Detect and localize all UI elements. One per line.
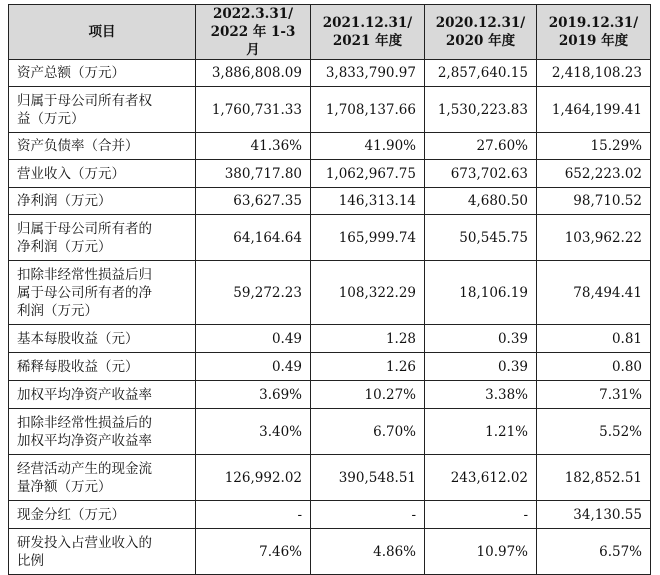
table-row bbox=[9, 215, 651, 261]
row-value: 78,494.41 bbox=[537, 261, 651, 325]
row-value: - bbox=[196, 501, 311, 529]
table-row bbox=[9, 325, 651, 353]
table-row bbox=[9, 381, 651, 409]
table-row bbox=[9, 160, 651, 188]
row-value: 0.49 bbox=[196, 325, 311, 353]
row-label: 净利润（万元） bbox=[9, 188, 196, 215]
row-value: 34,130.55 bbox=[537, 501, 651, 529]
row-label: 营业收入（万元） bbox=[9, 160, 196, 188]
table-header-row bbox=[9, 5, 651, 60]
financial-indicators-table bbox=[8, 4, 651, 575]
header-2020: 2020.12.31/ 2020 年度 bbox=[425, 5, 537, 60]
row-label: 研发投入占营业收入的 比例 bbox=[9, 529, 196, 575]
row-value: 3.69% bbox=[196, 381, 311, 409]
row-value: 2,418,108.23 bbox=[537, 60, 651, 87]
row-label: 稀释每股收益（元） bbox=[9, 353, 196, 381]
table-row bbox=[9, 353, 651, 381]
row-value: 1.26 bbox=[311, 353, 425, 381]
row-value: 0.39 bbox=[425, 325, 537, 353]
row-value: 50,545.75 bbox=[425, 215, 537, 261]
row-value: 98,710.52 bbox=[537, 188, 651, 215]
row-value: - bbox=[425, 501, 537, 529]
row-value: 1,464,199.41 bbox=[537, 87, 651, 133]
row-value: 63,627.35 bbox=[196, 188, 311, 215]
row-value: 6.70% bbox=[311, 409, 425, 455]
table-row bbox=[9, 455, 651, 501]
row-value: 1,708,137.66 bbox=[311, 87, 425, 133]
row-value: 1.28 bbox=[311, 325, 425, 353]
row-value: 59,272.23 bbox=[196, 261, 311, 325]
row-label: 资产负债率（合并） bbox=[9, 133, 196, 160]
page-cutoff-strip bbox=[0, 549, 660, 557]
header-2019: 2019.12.31/ 2019 年度 bbox=[537, 5, 651, 60]
row-value: 2,857,640.15 bbox=[425, 60, 537, 87]
table-row bbox=[9, 409, 651, 455]
row-label: 现金分红（万元） bbox=[9, 501, 196, 529]
row-value: 1,760,731.33 bbox=[196, 87, 311, 133]
row-value: 103,962.22 bbox=[537, 215, 651, 261]
header-item: 项目 bbox=[9, 5, 196, 60]
row-value: 3,886,808.09 bbox=[196, 60, 311, 87]
row-label: 资产总额（万元） bbox=[9, 60, 196, 87]
row-value: 1.21% bbox=[425, 409, 537, 455]
row-value: 243,612.02 bbox=[425, 455, 537, 501]
row-value: 1,062,967.75 bbox=[311, 160, 425, 188]
row-label: 扣除非经常性损益后的 加权平均净资产收益率 bbox=[9, 409, 196, 455]
row-value: - bbox=[311, 501, 425, 529]
row-value: 6.57% bbox=[537, 529, 651, 575]
row-value: 390,548.51 bbox=[311, 455, 425, 501]
row-value: 15.29% bbox=[537, 133, 651, 160]
row-value: 182,852.51 bbox=[537, 455, 651, 501]
row-value: 146,313.14 bbox=[311, 188, 425, 215]
table-row bbox=[9, 133, 651, 160]
row-value: 0.49 bbox=[196, 353, 311, 381]
row-value: 41.36% bbox=[196, 133, 311, 160]
table-row bbox=[9, 261, 651, 325]
table-row bbox=[9, 87, 651, 133]
header-2022q1: 2022.3.31/ 2022 年 1-3 月 bbox=[196, 5, 311, 60]
table-row bbox=[9, 188, 651, 215]
row-value: 64,164.64 bbox=[196, 215, 311, 261]
row-value: 673,702.63 bbox=[425, 160, 537, 188]
row-value: 5.52% bbox=[537, 409, 651, 455]
row-value: 4,680.50 bbox=[425, 188, 537, 215]
row-value: 18,106.19 bbox=[425, 261, 537, 325]
row-value: 0.39 bbox=[425, 353, 537, 381]
row-value: 27.60% bbox=[425, 133, 537, 160]
row-label: 归属于母公司所有者的 净利润（万元） bbox=[9, 215, 196, 261]
row-value: 0.80 bbox=[537, 353, 651, 381]
row-value: 41.90% bbox=[311, 133, 425, 160]
row-value: 165,999.74 bbox=[311, 215, 425, 261]
row-value: 7.46% bbox=[196, 529, 311, 575]
row-value: 10.97% bbox=[425, 529, 537, 575]
row-value: 108,322.29 bbox=[311, 261, 425, 325]
row-value: 1,530,223.83 bbox=[425, 87, 537, 133]
row-value: 7.31% bbox=[537, 381, 651, 409]
row-label: 加权平均净资产收益率 bbox=[9, 381, 196, 409]
row-value: 4.86% bbox=[311, 529, 425, 575]
row-value: 3.38% bbox=[425, 381, 537, 409]
row-value: 3,833,790.97 bbox=[311, 60, 425, 87]
row-value: 3.40% bbox=[196, 409, 311, 455]
row-value: 652,223.02 bbox=[537, 160, 651, 188]
row-label: 经营活动产生的现金流 量净额（万元） bbox=[9, 455, 196, 501]
table-row bbox=[9, 60, 651, 87]
row-label: 基本每股收益（元） bbox=[9, 325, 196, 353]
row-value: 126,992.02 bbox=[196, 455, 311, 501]
row-label: 归属于母公司所有者权 益（万元） bbox=[9, 87, 196, 133]
row-value: 0.81 bbox=[537, 325, 651, 353]
row-label: 扣除非经常性损益后归 属于母公司所有者的净 利润（万元） bbox=[9, 261, 196, 325]
header-2021: 2021.12.31/ 2021 年度 bbox=[311, 5, 425, 60]
table-row bbox=[9, 501, 651, 529]
row-value: 10.27% bbox=[311, 381, 425, 409]
row-value: 380,717.80 bbox=[196, 160, 311, 188]
